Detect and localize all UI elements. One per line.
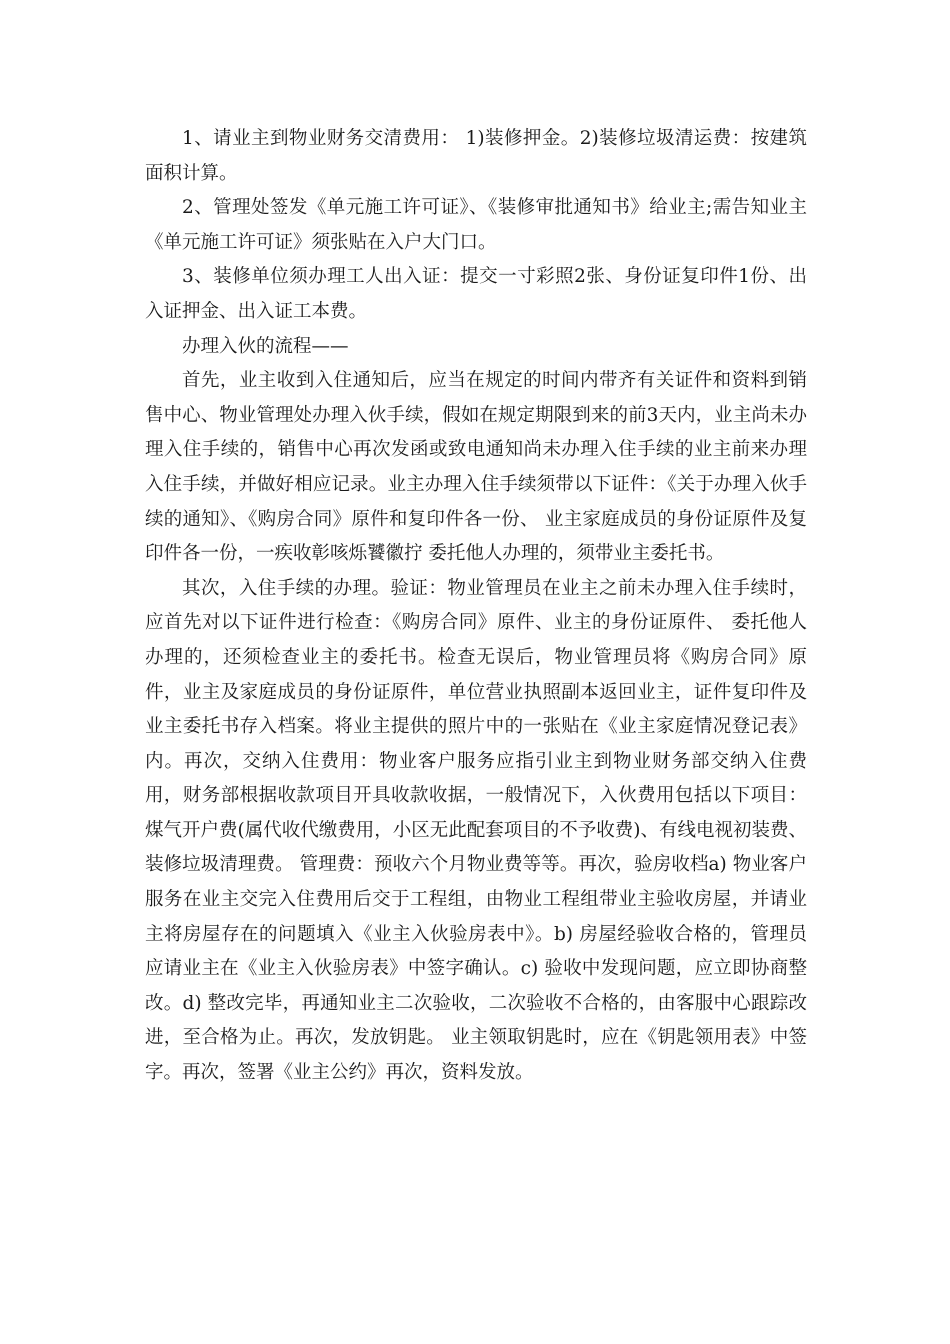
paragraph-permit-issue: 2、管理处签发《单元施工许可证》、《装修审批通知书》给业主;需告知业主《单元施工许可证》须张贴在入户大门口。 bbox=[145, 197, 807, 253]
paragraph-worker-pass: 3、装修单位须办理工人出入证：提交一寸彩照2张、身份证复印件1份、出入证押金、出入证工本费。 bbox=[145, 266, 807, 322]
paragraph-move-in-first: 首先，业主收到入住通知后，应当在规定的时间内带齐有关证件和资料到销售中心、物业管理处办理入伙手续，假如在规定期限到来的前3天内，业主尚未办理入住手续的，销售中心再次发函或致电通知尚未办理入住手续的业主前来办理入住手续，并做好相应记录。业主办理入住手续须带以下证件：《关于办理入伙手续的通知》、《购房合同》原件和复印件各一份、 业主家庭成员的身份证原件及复印件各一份，一疾收彰咳烁饕徽拧 委托他人办理的，须带业主委托书。 bbox=[145, 370, 807, 565]
document-body bbox=[145, 122, 807, 1091]
paragraph-move-in-second: 其次，入住手续的办理。验证：物业管理员在业主之前未办理入住手续时，应首先对以下证件进行检查：《购房合同》原件、业主的身份证原件、 委托他人办理的，还须检查业主的委托书。检查无误后，物业管理员将《购房合同》原件，业主及家庭成员的身份证原件，单位营业执照副本返回业主，证件复印件及业主委托书存入档案。将业主提供的照片中的一张贴在《业主家庭情况登记表》内。再次，交纳入住费用：物业客户服务应指引业主到物业财务部交纳入住费用，财务部根据收款项目开具收款收据，一般情况下，入伙费用包括以下项目：煤气开户费(属代收代缴费用，小区无此配套项目的不予收费)、有线电视初装费、 装修垃圾清理费。 管理费：预收六个月物业费等等。再次，验房收档a) 物业客户服务在业主交完入住费用后交于工程组，由物业工程组带业主验收房屋，并请业主将房屋存在的问题填入《业主入伙验房表中》。b) 房屋经验收合格的，管理员应请业主在《业主入伙验房表》中签字确认。c) 验收中发现问题，应立即协商整改。d) 整改完毕，再通知业主二次验收，二次验收不合格的，由客服中心跟踪改进，至合格为止。再次，发放钥匙。 业主领取钥匙时，应在《钥匙领用表》中签字。再次，签署《业主公约》再次，资料发放。 bbox=[145, 577, 807, 1084]
paragraph-fee-payment: 1、请业主到物业财务交清费用： 1)装修押金。2)装修垃圾清运费：按建筑面积计算。 bbox=[145, 128, 807, 184]
section-heading-move-in-process: 办理入伙的流程—— bbox=[182, 335, 349, 357]
